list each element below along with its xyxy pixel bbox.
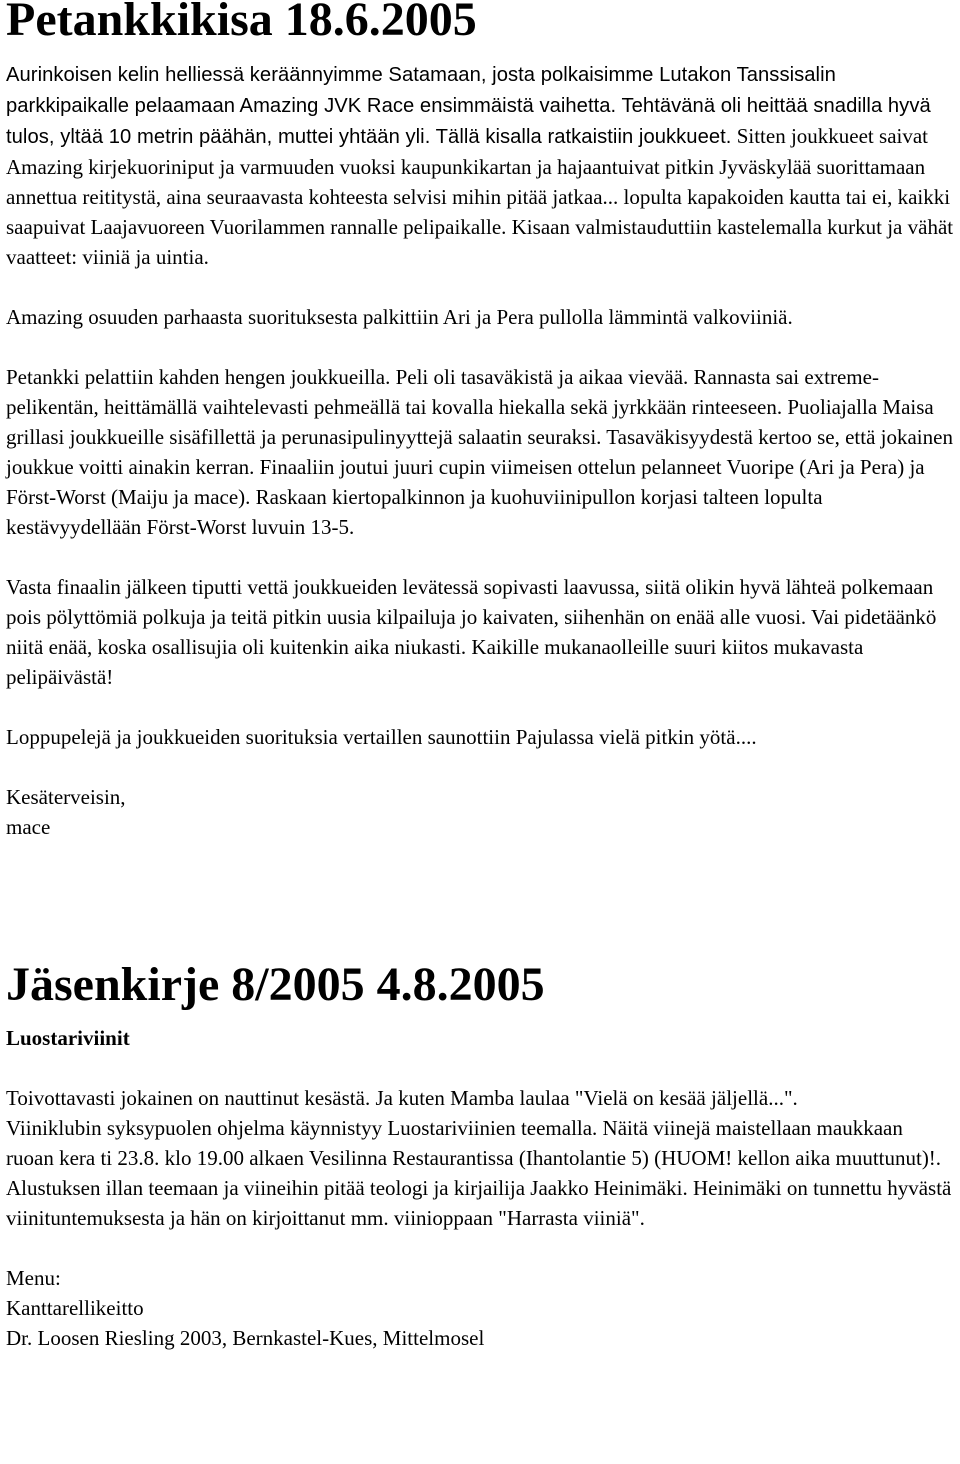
article-paragraph: Toivottavasti jokainen on nauttinut kesästä. Ja kuten Mamba laulaa "Vielä on kesää jäljellä...". xyxy=(6,1086,798,1110)
article-paragraph: Vasta finaalin jälkeen tiputti vettä joukkueiden levätessä sopivasti laavussa, siitä olikin hyvä lähteä polkemaan pois pölyttömiä polkuja ja teitä pitkin uusia kilpailuja jo kaivaten, siihenhän on enää alle vuosi. Vai pidetäänkö niitä enää, koska osallisujia oli kuitenkin aika niukasti. Kaikille mukanaolleille suuri kiitos mukavasta pelipäivästä! xyxy=(6,575,937,689)
article-title: Jäsenkirje 8/2005 4.8.2005 xyxy=(6,958,545,1011)
menu-item: Kanttarellikeitto xyxy=(6,1296,144,1320)
paragraph-lead-text: Aurinkoisen kelin helliessä keräännyimme Satamaan, josta polkaisimme Lutakon Tanssisalin parkkipaikalle pelaamaan Amazing JVK Race ensimmäistä vaihetta. Tehtävänä oli heittää snadilla hyvä tulos, yltää 10 metrin päähän, muttei yhtään yli. Tällä kisalla ratkaistiin joukkueet. xyxy=(6,64,931,148)
article-paragraph: Amazing osuuden parhaasta suorituksesta palkittiin Ari ja Pera pullolla lämmintä valkoviiniä. xyxy=(6,305,793,329)
signature: mace xyxy=(6,815,51,839)
closing-greeting: Kesäterveisin, xyxy=(6,785,126,809)
article-paragraph xyxy=(6,59,954,272)
article-title: Petankkikisa 18.6.2005 xyxy=(6,0,477,46)
article-paragraph: Loppupelejä ja joukkueiden suorituksia vertaillen saunottiin Pajulassa vielä pitkin yötä.... xyxy=(6,725,757,749)
article-paragraph: Petankki pelattiin kahden hengen joukkueilla. Peli oli tasaväkistä ja aikaa vievää. Rannasta sai extreme-pelikentän, heittämällä vaihtelevasti pehmeällä tai kovalla hiekalla sekä jyrkkään rinteeseen. Puoliajalla Maisa grillasi joukkueille sisäfillettä ja perunasipulinyyttejä salaatin seuraksi. Tasaväkisyydestä kertoo se, että jokainen joukkue voitti ainakin kerran. Finaaliin joutui juuri cupin viimeisen ottelun pelanneet Vuoripe (Ari ja Pera) ja Först-Worst (Maiju ja mace). Raskaan kiertopalkinnon ja kuohuviinipullon korjasi talteen lopulta kestävyydellään Först-Worst luvuin 13-5. xyxy=(6,365,953,539)
section-heading: Luostariviinit xyxy=(6,1026,130,1050)
article-paragraph: Viiniklubin syksypuolen ohjelma käynnistyy Luostariviinien teemalla. Näitä viinejä maistellaan maukkaan ruoan kera ti 23.8. klo 19.00 alkaen Vesilinna Restaurantissa (Ihantolantie 5) (HUOM! kellon aika muuttunut)!. Alustuksen illan teemaan ja viineihin pitää teologi ja kirjailija Jaakko Heinimäki. Heinimäki on tunnettu hyvästä viinituntemuksesta ja hän on kirjoittanut mm. viinioppaan "Harrasta viiniä". xyxy=(6,1116,952,1230)
paragraph-body-text: Sitten joukkueet saivat Amazing kirjekuoriniput ja varmuuden vuoksi kaupunkikartan ja hajaantuivat pitkin Jyväskylää suorittamaan annettua reititystä, aina seuraavasta kohteesta selvisi mihin pitää jatkaa... lopulta kapakoiden kautta tai ei, kaikki saapuivat Laajavuoreen Vuorilammen rannalle pelipaikalle. Kisaan valmistauduttiin kastelemalla kurkut ja vähät vaatteet: viiniä ja uintia. xyxy=(6,124,954,269)
menu-label: Menu: xyxy=(6,1266,61,1290)
menu-item: Dr. Loosen Riesling 2003, Bernkastel-Kues, Mittelmosel xyxy=(6,1326,485,1350)
